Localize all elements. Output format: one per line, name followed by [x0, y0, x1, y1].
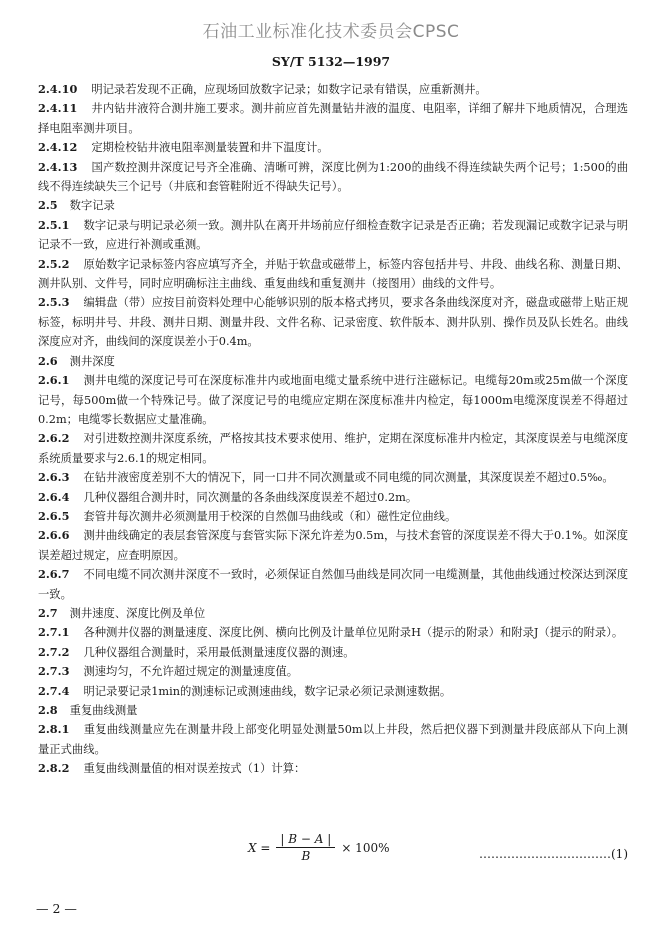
clause-paragraph	[38, 662, 628, 681]
clause-paragraph	[38, 468, 628, 487]
clause-number: 2.4.12	[38, 140, 78, 155]
clause-number: 2.4.11	[38, 101, 78, 116]
clause-text: 不同电缆不同次测井深度不一致时，必须保证自然伽马曲线是同次同一电缆测量，其他曲线通过校深达到深度一致。	[38, 568, 628, 601]
clause-paragraph	[38, 216, 628, 255]
clause-text: 在钻井液密度差别不大的情况下，同一口井不同次测量或不同电缆的同次测量，其深度误差不超过0.5‰。	[83, 471, 614, 485]
clause-number: 2.6.6	[38, 528, 70, 543]
clause-paragraph	[38, 643, 628, 662]
formula-number: ……………………………(1)	[479, 847, 628, 861]
clause-paragraph	[38, 371, 628, 429]
clause-paragraph	[38, 429, 628, 468]
clause-text: 测井速度、深度比例及单位	[69, 606, 206, 620]
clause-number: 2.6.2	[38, 431, 70, 446]
clause-text: 国产数控测井深度记号齐全准确、清晰可辨，深度比例为1:200的曲线不得连续缺失两个记号；1:500的曲线不得连续缺失三个记号（井底和套管鞋附近不得缺失记号）。	[38, 160, 628, 194]
clause-paragraph	[38, 255, 628, 294]
clause-paragraph	[38, 507, 628, 526]
clause-text: 各种测井仪器的测量速度、深度比例、横向比例及计量单位见附录H（提示的附录）和附录J（提示的附录）。	[83, 626, 624, 640]
clause-paragraph	[38, 759, 628, 778]
clause-text: 数字记录与明记录必须一致。测井队在离开井场前应仔细检查数字记录是否正确；若发现漏记或数字记录与明记录不一致，应进行补测或重测。	[38, 218, 628, 252]
clause-number: 2.6.3	[38, 470, 70, 485]
clause-text: 重复曲线测量	[69, 704, 138, 717]
clause-number: 2.7	[38, 605, 58, 620]
clause-text: 重复曲线测量值的相对误差按式（1）计算：	[83, 762, 306, 776]
clause-paragraph	[38, 488, 628, 507]
clause-number: 2.8.2	[38, 761, 70, 776]
clause-text: 定期检校钻井液电阻率测量装置和井下温度计。	[91, 141, 329, 155]
formula-rhs: × 100%	[341, 840, 390, 855]
clause-paragraph	[38, 158, 628, 197]
clause-text: 测井深度	[69, 354, 115, 368]
clause-paragraph	[38, 623, 628, 642]
clause-number: 2.6.5	[38, 508, 70, 523]
clause-text: 测井曲线确定的表层套管深度与套管实际下深允许差为0.5m，与技术套管的深度误差不得大于0.1%。如深度误差超过规定，应查明原因。	[38, 529, 628, 562]
clause-paragraph	[38, 293, 628, 351]
clause-number: 2.5.2	[38, 256, 70, 271]
clause-number: 2.4.10	[38, 82, 78, 96]
clause-text: 明记录若发现不正确，应现场回放数字记录；如数字记录有错误，应重新测井。	[91, 83, 487, 96]
clause-text: 原始数字记录标签内容应填写齐全，并贴于软盘或磁带上，标签内容包括井号、井段、曲线名称、测量日期、测井队别、文件号，同时应明确标注主曲线、重复曲线和重复测井（接图用）曲线的文件号。	[38, 257, 628, 291]
page-number: — 2 —	[36, 901, 77, 916]
clause-text: 套管井每次测井必须测量用于校深的自然伽马曲线或（和）磁性定位曲线。	[83, 509, 457, 523]
clause-number: 2.5.1	[38, 217, 70, 232]
document-body	[38, 80, 628, 779]
formula-denominator: B	[301, 849, 311, 863]
clause-number: 2.6.4	[38, 489, 70, 504]
standard-number-header: SY/T 5132—1997	[271, 54, 391, 69]
clause-number: 2.7.4	[38, 683, 70, 698]
clause-text: 几种仪器组合测量时，采用最低测量速度仪器的测速。	[83, 645, 355, 659]
clause-text: 明记录要记录1min的测速标记或测速曲线，数字记录必须记录测速数据。	[83, 684, 452, 698]
clause-paragraph	[38, 99, 628, 138]
section-heading	[38, 701, 628, 720]
formula-lhs: X =	[248, 840, 271, 855]
section-heading	[38, 352, 628, 371]
section-heading	[38, 196, 628, 215]
watermark-text: 石油工业标准化技术委员会CPSC	[202, 22, 460, 42]
clause-text: 井内钻井液符合测井施工要求。测井前应首先测量钻井液的温度、电阻率，详细了解井下地质情况，合理选择电阻率测井项目。	[38, 102, 628, 135]
clause-paragraph	[38, 720, 628, 759]
section-heading	[38, 604, 628, 623]
clause-paragraph	[38, 526, 628, 565]
formula-fraction	[276, 832, 335, 863]
clause-text: 测井电缆的深度记号可在深度标准井内或地面电缆丈量系统中进行注磁标记。电缆每20m或25m做一个深度记号，每500m做一个特殊记号。做了深度记号的电缆应定期在深度标准井内检定，每1000m电缆深度误差不得超过0.2m；电缆零长数据应丈量准确。	[38, 374, 628, 426]
clause-text: 编辑盘（带）应按目前资料处理中心能够识别的版本格式拷贝，要求各条曲线深度对齐，磁盘或磁带上贴正规标签，标明井号、井段、测井日期、测量井段、文件名称、记录密度、软件版本、测井队别、操作员及队长姓名。曲线深度应对齐，曲线间的深度误差小于0.4m。	[38, 296, 628, 349]
clause-number: 2.6.7	[38, 567, 70, 582]
relative-error-formula	[248, 832, 390, 863]
formula-numerator: | B − A |	[276, 832, 335, 848]
clause-number: 2.7.3	[38, 664, 70, 679]
clause-number: 2.7.1	[38, 625, 70, 640]
clause-number: 2.6	[38, 353, 58, 368]
clause-number: 2.6.1	[38, 373, 70, 388]
clause-paragraph	[38, 565, 628, 604]
clause-paragraph	[38, 80, 628, 99]
clause-text: 测速均匀，不允许超过规定的测量速度值。	[83, 665, 299, 679]
clause-number: 2.8.1	[38, 722, 70, 737]
clause-text: 数字记录	[69, 199, 115, 213]
clause-number: 2.8	[38, 703, 58, 717]
clause-text: 几种仪器组合测井时，同次测量的各条曲线深度误差不超过0.2m。	[83, 490, 418, 504]
clause-number: 2.7.2	[38, 644, 70, 659]
clause-number: 2.5	[38, 198, 58, 213]
clause-text: 重复曲线测量应先在测量井段上部变化明显处测量50m以上井段，然后把仪器下到测量井段底部从下向上测量正式曲线。	[38, 723, 628, 756]
clause-text: 对引进数控测井深度系统，严格按其技术要求使用、维护，定期在深度标准井内检定，其深度误差与电缆深度系统质量要求与2.6.1的规定相同。	[38, 432, 628, 465]
clause-number: 2.4.13	[38, 159, 78, 174]
clause-paragraph	[38, 138, 628, 157]
clause-paragraph	[38, 682, 628, 701]
clause-number: 2.5.3	[38, 295, 70, 310]
